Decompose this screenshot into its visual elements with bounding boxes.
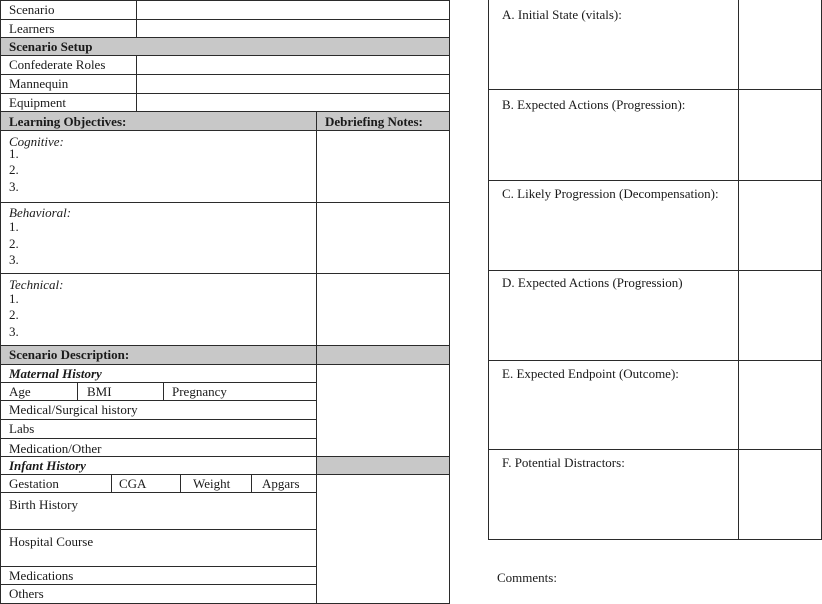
confederate-roles-label: Confederate Roles xyxy=(9,57,106,72)
cognitive-item-1: 1. xyxy=(9,146,19,161)
section-f-notes[interactable] xyxy=(742,453,818,536)
section-f-potential-distractors-label: F. Potential Distractors: xyxy=(502,455,625,470)
section-b-notes[interactable] xyxy=(742,93,818,177)
age-label: Age xyxy=(9,384,31,399)
learners-field[interactable] xyxy=(140,21,445,36)
mannequin-field[interactable] xyxy=(140,76,445,91)
section-a-notes[interactable] xyxy=(742,4,818,86)
learning-objectives-header: Learning Objectives: xyxy=(9,114,127,129)
cognitive-title: Cognitive: xyxy=(9,134,64,149)
behavioral-title: Behavioral: xyxy=(9,205,72,220)
weight-label: Weight xyxy=(193,476,231,491)
gestation-label: Gestation xyxy=(9,476,59,491)
medical-surgical-history-label: Medical/Surgical history xyxy=(9,402,138,417)
scenario-description-header: Scenario Description: xyxy=(9,347,130,362)
section-d-expected-actions-label: D. Expected Actions (Progression) xyxy=(502,275,683,290)
comments-field[interactable] xyxy=(566,570,816,585)
technical-item-1: 1. xyxy=(9,291,19,306)
section-c-notes[interactable] xyxy=(742,184,818,267)
section-e-notes[interactable] xyxy=(742,364,818,446)
scenario-setup-header: Scenario Setup xyxy=(9,39,93,54)
cognitive-item-2: 2. xyxy=(9,162,19,177)
section-d-notes[interactable] xyxy=(742,274,818,357)
birth-history-label: Birth History xyxy=(9,497,78,512)
medication-other-label: Medication/Other xyxy=(9,441,102,456)
section-e-expected-endpoint-label: E. Expected Endpoint (Outcome): xyxy=(502,366,679,381)
cognitive-debrief-notes[interactable] xyxy=(320,133,446,199)
cognitive-item-3: 3. xyxy=(9,179,19,194)
others-label: Others xyxy=(9,586,44,601)
infant-history-title: Infant History xyxy=(9,458,86,473)
behavioral-item-3: 3. xyxy=(9,252,19,267)
maternal-history-title: Maternal History xyxy=(9,366,102,381)
scenario-label: Scenario xyxy=(9,2,55,17)
mannequin-label: Mannequin xyxy=(9,76,69,91)
apgars-label: Apgars xyxy=(262,476,300,491)
learners-label: Learners xyxy=(9,21,55,36)
pregnancy-label: Pregnancy xyxy=(172,384,227,399)
section-c-likely-progression-label: C. Likely Progression (Decompensation): xyxy=(502,186,719,201)
maternal-history-notes[interactable] xyxy=(320,367,446,453)
technical-title: Technical: xyxy=(9,277,64,292)
technical-item-2: 2. xyxy=(9,307,19,322)
comments-label: Comments: xyxy=(497,570,557,585)
section-b-expected-actions-label: B. Expected Actions (Progression): xyxy=(502,97,686,112)
confederate-roles-field[interactable] xyxy=(140,57,445,72)
infant-history-notes-bar xyxy=(317,456,449,474)
technical-debrief-notes[interactable] xyxy=(320,276,446,342)
labs-label: Labs xyxy=(9,421,35,436)
bmi-label: BMI xyxy=(87,384,112,399)
scenario-field[interactable] xyxy=(140,2,445,17)
technical-item-3: 3. xyxy=(9,324,19,339)
cga-label: CGA xyxy=(119,476,147,491)
equipment-field[interactable] xyxy=(140,95,445,110)
section-a-initial-state-label: A. Initial State (vitals): xyxy=(502,7,622,22)
infant-history-notes[interactable] xyxy=(320,478,446,600)
debriefing-notes-header: Debriefing Notes: xyxy=(325,114,423,129)
behavioral-item-1: 1. xyxy=(9,219,19,234)
behavioral-item-2: 2. xyxy=(9,236,19,251)
medications-label: Medications xyxy=(9,568,74,583)
behavioral-debrief-notes[interactable] xyxy=(320,205,446,270)
equipment-label: Equipment xyxy=(9,95,67,110)
hospital-course-label: Hospital Course xyxy=(9,534,94,549)
